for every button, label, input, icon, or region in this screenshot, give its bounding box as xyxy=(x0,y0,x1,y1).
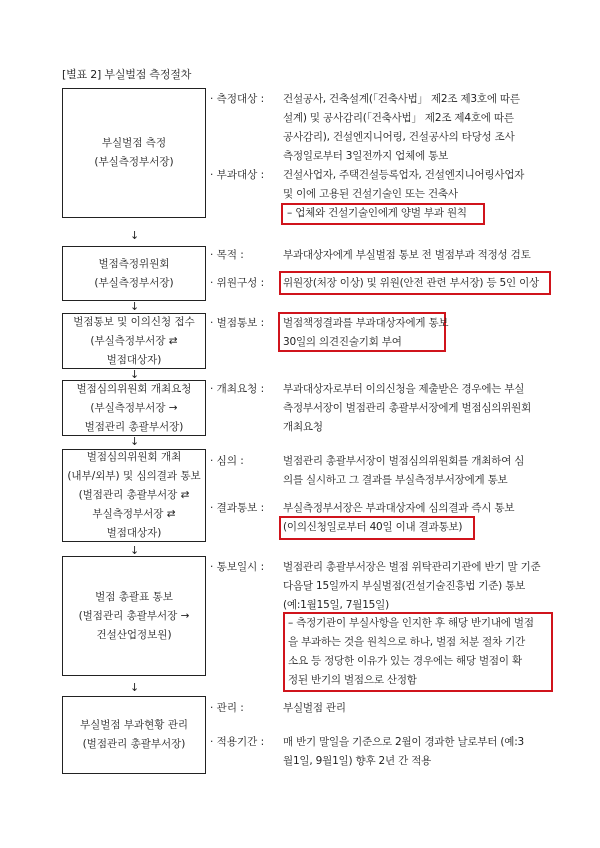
step-line: 벌점대상자) xyxy=(106,527,162,539)
step-box-committee xyxy=(62,246,206,301)
item-body: 부실측정부서장은 부과대상자에 심의결과 즉시 통보 (이의신청일로부터 40일 이내 결과통보) xyxy=(283,502,515,533)
step-line: 벌점관리 총괄부서장) xyxy=(84,420,184,433)
step-box-measure xyxy=(62,88,206,218)
item-label: · 목적 : xyxy=(210,249,244,261)
item-label: · 부과대상 : xyxy=(210,169,265,181)
step-line: 벌점대상자) xyxy=(106,353,162,366)
flow-arrow: ↓ xyxy=(130,544,140,557)
item-label: · 적용기간 : xyxy=(210,736,265,748)
item-body: 매 반기 말일을 기준으로 2월이 경과한 날로부터 (예:3 월1일, 9월1일) 향후 2년 간 적용 xyxy=(283,736,525,767)
step-line: (부실측정부서장 ⇄ xyxy=(90,334,178,347)
step-line: 부실측정부서장 ⇄ xyxy=(92,508,176,520)
step-line: (부실측정부서장) xyxy=(94,276,174,289)
step-line: (벌점관리 총괄부서장 → xyxy=(78,609,190,622)
step-box-manage xyxy=(62,696,206,774)
step-box-request xyxy=(62,380,206,436)
item-label: · 심의 : xyxy=(210,455,244,467)
item-body: 벌점책정결과를 부과대상자에게 통보 30일의 의견진술기회 부여 xyxy=(283,317,449,348)
step-line: (부실측정부서장) xyxy=(94,156,174,168)
step-box-notice xyxy=(62,313,206,369)
item-body: 벌점관리 총괄부서장이 벌점심의위원회를 개최하여 심 의를 실시하고 그 결과를 부실측정부서장에게 통보 xyxy=(283,455,525,486)
item-label: · 위원구성 : xyxy=(210,277,265,289)
item-label: · 벌점통보 : xyxy=(210,317,265,329)
step-line: (벌점관리 총괄부서장 ⇄ xyxy=(78,489,190,501)
item-label: · 통보일시 : xyxy=(210,561,265,573)
note-text: – 업체와 건설기술인에게 양벌 부과 원칙 xyxy=(287,207,467,219)
item-body: 건설공사, 건축설계(「건축사법」 제2조 제3호에 따른 설계) 및 공사감리(「건축사법」 제2조 제4호에 따른 공사감리), 건설엔지니어링, 건설공사의 타당성 조사 측정일로부터 3일전까지 업체에 통보 xyxy=(283,93,520,162)
step-line: 벌점통보 및 이의신청 접수 xyxy=(73,315,195,328)
step-line: 건설산업정보원) xyxy=(96,628,172,641)
step-box-review xyxy=(62,449,206,542)
step-line: 벌점 총괄표 통보 xyxy=(95,590,173,603)
step-line: (내부/외부) 및 심의결과 통보 xyxy=(67,470,201,482)
step-line: 부실벌점 부과현황 관리 xyxy=(79,719,189,731)
item-body: 부과대상자에게 부실벌점 통보 전 벌점부과 적정성 검토 xyxy=(283,249,531,261)
item-body: 부과대상자로부터 이의신청을 제출받은 경우에는 부실 측정부서장이 벌점관리 총괄부서장에게 벌점심의위원회 개최요청 xyxy=(283,383,532,433)
item-body: 벌점관리 총괄부서장은 벌점 위탁관리기관에 반기 말 기준 다음달 15일까지 부실벌점(건설기술진흥법 기준) 통보 (예:1월15일, 7월15일) xyxy=(283,561,541,611)
item-body: 부실벌점 관리 xyxy=(283,702,346,714)
item-body: 건설사업자, 주택건설등록업자, 건설엔지니어링사업자 및 이에 고용된 건설기술인 또는 건축사 xyxy=(283,169,525,200)
item-body: 위원장(처장 이상) 및 위원(안전 관련 부서장) 등 5인 이상 xyxy=(283,277,539,289)
step-line: 부실벌점 측정 xyxy=(101,137,167,149)
step-line: 벌점심의위원회 개최 xyxy=(86,451,182,463)
item-label: · 관리 : xyxy=(210,702,244,714)
step-line: (부실측정부서장 → xyxy=(90,401,178,414)
step-line: 벌점측정위원회 xyxy=(98,257,170,270)
note-text: – 측정기관이 부실사항을 인지한 후 해당 반기내에 벌점 을 부과하는 것을 원칙으로 하나, 벌점 처분 절차 기간 소요 등 정당한 이유가 있는 경우에는 해당 벌점이 확 정된 반기의 벌점으로 산정함 xyxy=(288,617,534,686)
flow-arrow: ↓ xyxy=(130,368,140,381)
item-label: · 개최요청 : xyxy=(210,383,265,395)
flow-arrow: ↓ xyxy=(130,300,140,313)
flow-arrow: ↓ xyxy=(130,435,140,448)
item-label: · 측정대상 : xyxy=(210,93,265,105)
flow-arrow: ↓ xyxy=(130,229,140,242)
step-line: (벌점관리 총괄부서장) xyxy=(82,738,186,750)
step-box-summary xyxy=(62,556,206,676)
item-label: · 결과통보 : xyxy=(210,502,265,514)
step-line: 벌점심의위원회 개최요청 xyxy=(76,382,192,395)
flow-arrow: ↓ xyxy=(130,681,140,694)
page-title: [별표 2] 부실벌점 측정절차 xyxy=(62,68,192,81)
